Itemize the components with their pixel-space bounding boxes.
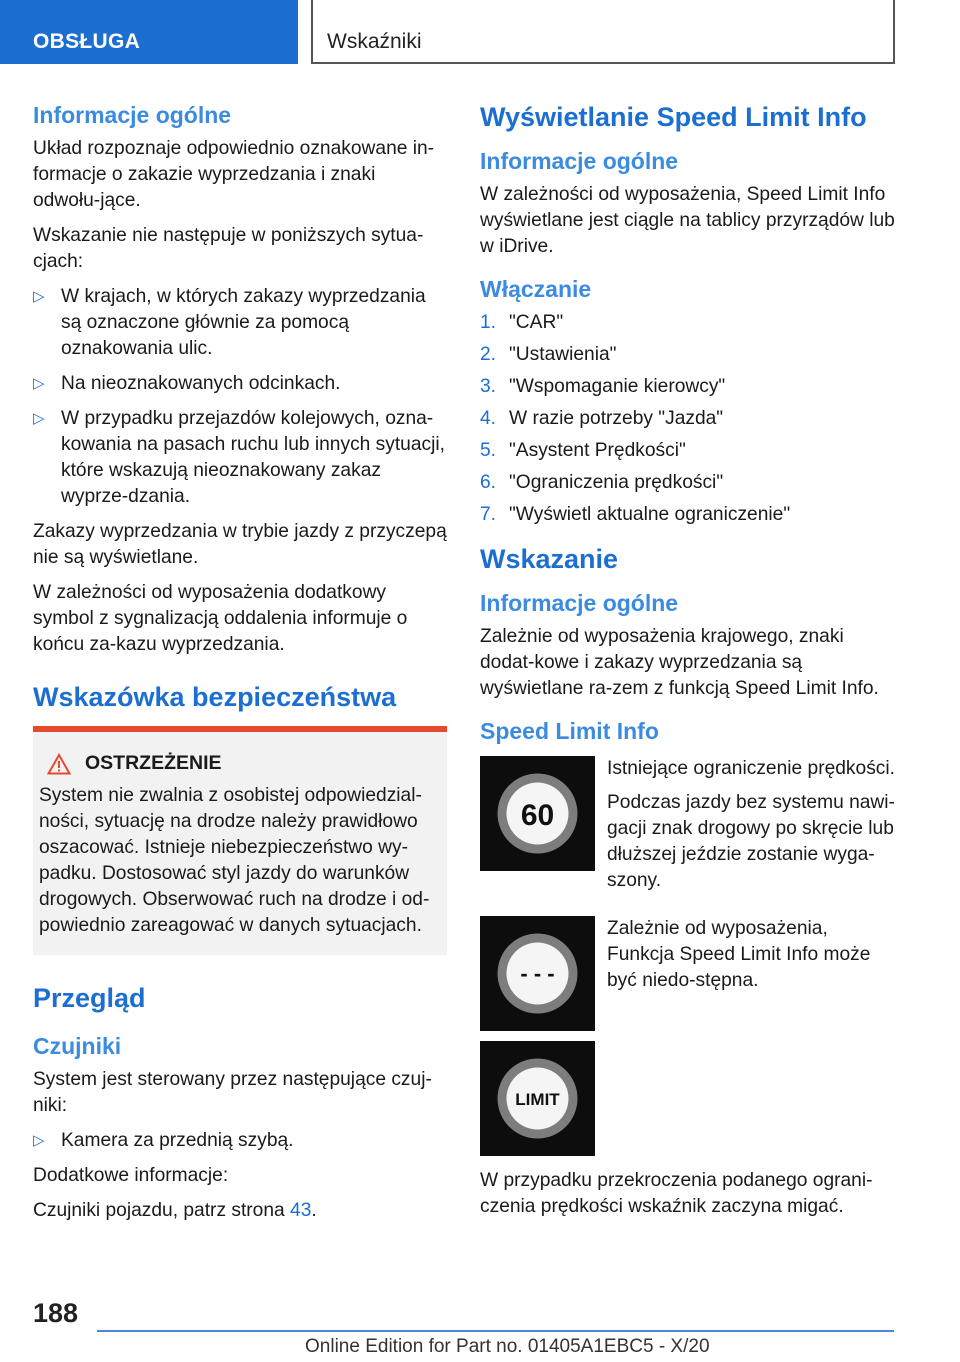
display-heading: Wyświetlanie Speed Limit Info (480, 102, 867, 132)
warning-title: OSTRZEŻENIE (85, 752, 222, 774)
paragraph: System jest sterowany przez następujące czuj-niki: (33, 1069, 432, 1116)
speed-limit-limit-icon (480, 1041, 595, 1156)
list-item: ▷ Kamera za przednią szybą. (33, 1128, 447, 1154)
header-section-tab (0, 0, 298, 64)
paragraph: W zależności od wyposażenia dodatkowy symbol z sygnalizacją oddalenia informuje o końcu za-kazu wyprzedzania. (33, 582, 408, 655)
indication-heading: Wskazanie (480, 544, 619, 574)
general-heading: Informacje ogólne (480, 148, 679, 174)
sensors-heading: Czujniki (33, 1033, 122, 1059)
speed-limit-unavailable-icon (480, 916, 595, 1031)
sign-60-text: Istniejące ograniczenie prędkości. Podczas jazdy bez systemu nawi-gacji znak drogowy po skręcie lub dłuższej jeździe zostanie wyga-szony. (607, 758, 895, 891)
step-item: 7. "Wyświetl aktualne ograniczenie" (480, 504, 791, 525)
paragraph: Wskazanie nie następuje w poniższych sytua-cjach: (33, 225, 424, 272)
triangle-bullet-icon: ▷ (33, 410, 45, 427)
step-item: 6. "Ograniczenia prędkości" (480, 472, 724, 493)
sign-row-limit (480, 1041, 896, 1156)
overview-heading: Przegląd (33, 983, 146, 1013)
sign-row-60 (480, 756, 896, 902)
general-heading: Informacje ogólne (33, 102, 232, 128)
speed-limit-info-heading: Speed Limit Info (480, 718, 659, 744)
sign-limit-label: LIMIT (515, 1090, 560, 1109)
general-heading-2: Informacje ogólne (480, 590, 679, 616)
sign-dashes-text: Zależnie od wyposażenia, Funkcja Speed Limit Info może być niedo-stępna. (607, 918, 871, 991)
enable-heading: Włączanie (480, 276, 592, 302)
list-item: ▷ Na nieoznakowanych odcinkach. (33, 371, 447, 397)
speed-limit-60-icon (480, 756, 595, 871)
steps-list (480, 310, 896, 528)
page-number: 188 (33, 1298, 79, 1328)
paragraph: Czujniki pojazdu, patrz strona 43. (33, 1200, 317, 1221)
sensor-list (33, 1128, 447, 1154)
step-item: 5. "Asystent Prędkości" (480, 440, 686, 461)
sign-row-dashes (480, 916, 896, 1031)
warning-text: System nie zwalnia z osobistej odpowiedzial-ności, sytuację na drodze należy prawidłowo oszacować. Istnieje niebezpieczeństwo wy-padku. Dostosować styl jazdy do warunków drogowych. Obserwować ruch na drodze i od-powiednio zareagować w danych sytuacjach. (39, 785, 430, 936)
list-item: ▷ W krajach, w których zakazy wyprzedzania są oznaczone głównie za pomocą oznakowania ulic. (33, 286, 426, 359)
header-chapter-tab (311, 0, 895, 64)
paragraph: Dodatkowe informacje: (33, 1165, 229, 1186)
header-section-label: OBSŁUGA (33, 30, 141, 53)
warning-box (33, 732, 447, 955)
sign-dashes-label: - - - (520, 961, 555, 986)
paragraph: W przypadku przekroczenia podanego ograni-czenia prędkości wskaźnik zaczyna migać. (480, 1170, 873, 1217)
step-item: 2. "Ustawienia" (480, 344, 617, 365)
header-chapter-label: Wskaźniki (327, 30, 422, 53)
paragraph: W zależności od wyposażenia, Speed Limit Info wyświetlane jest ciągle na tablicy przyrządów lub w iDrive. (480, 184, 895, 257)
step-item: 1. "CAR" (480, 312, 564, 333)
list-item: ▷ W przypadku przejazdów kolejowych, ozna-kowania na pasach ruchu lub innych sytuacji, które wskazują nieoznakowany zakaz wyprze-dzania. (33, 408, 445, 507)
page-link[interactable]: 43 (290, 1200, 312, 1221)
triangle-bullet-icon: ▷ (33, 1132, 45, 1149)
paragraph: Zakazy wyprzedzania w trybie jazdy z przyczepą nie są wyświetlane. (33, 521, 447, 568)
footer-edition: Online Edition for Part no. 01405A1EBC5 - X/20 (305, 1336, 710, 1357)
warning-title-row (39, 752, 441, 775)
paragraph: Układ rozpoznaje odpowiednio oznakowane in-formacje o zakazie wyprzedzania i znaki odwołu-jące. (33, 138, 435, 211)
left-column (33, 100, 447, 1233)
right-column (480, 100, 896, 1229)
step-item: 4. W razie potrzeby "Jazda" (480, 408, 724, 429)
footer-divider (97, 1330, 894, 1332)
triangle-bullet-icon: ▷ (33, 375, 45, 392)
sign-60-label: 60 (520, 799, 555, 832)
bullet-list (33, 284, 447, 510)
safety-heading: Wskazówka bezpieczeństwa (33, 682, 397, 712)
triangle-bullet-icon: ▷ (33, 288, 45, 305)
paragraph: Zależnie od wyposażenia krajowego, znaki dodat-kowe i zakazy wyprzedzania są wyświetlane ra-zem z funkcją Speed Limit Info. (480, 626, 879, 699)
step-item: 3. "Wspomaganie kierowcy" (480, 376, 726, 397)
warning-triangle-icon (47, 753, 71, 775)
